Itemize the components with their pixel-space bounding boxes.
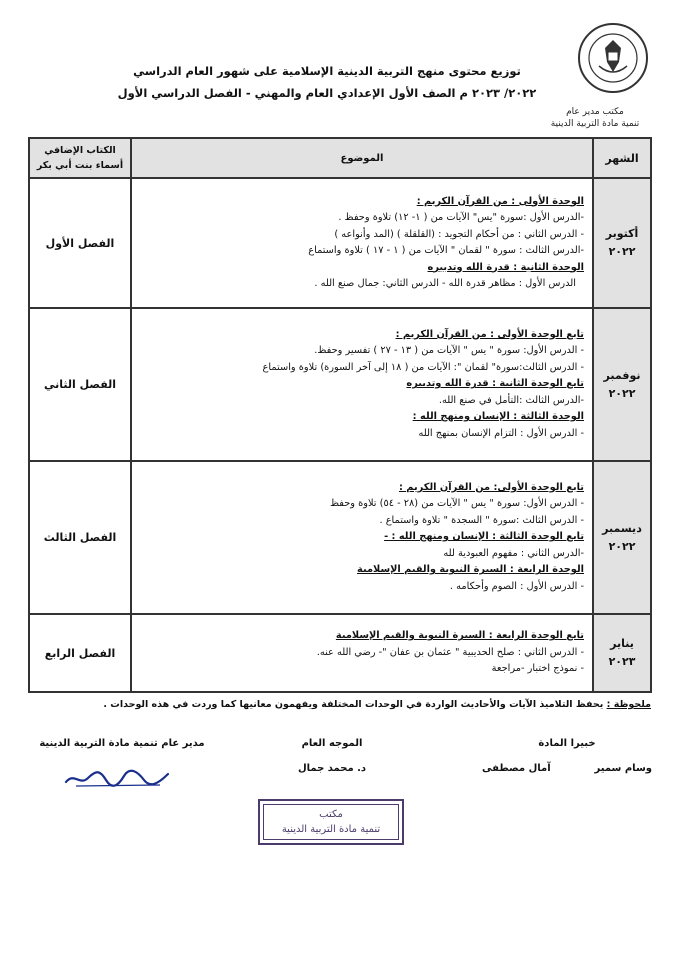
unit-heading: الوحدة الرابعة : السيرة النبوية والقيم الإسلامية — [357, 564, 584, 576]
lesson-line: -الدرس الثالث : سورة " لقمان " الآيات من ( ١ - ١٧ ) تلاوة واستماع — [308, 245, 584, 256]
expert-name: آمال مصطفى — [482, 763, 551, 774]
ministry-office-label — [535, 106, 655, 130]
topic-cell — [131, 308, 593, 461]
title-line-2: ٢٠٢٢/ ٢٠٢٣ م الصف الأول الإعدادي العام والمهني - الفصل الدراسي الأول — [117, 86, 537, 100]
ministry-seal-icon — [577, 22, 649, 94]
lesson-line: - الدرس الأول : الصوم وأحكامه . — [449, 580, 584, 592]
topic-cell — [131, 614, 593, 692]
unit-heading: الوحدة الأولى : من القرآن الكريم : — [416, 195, 584, 207]
month-cell — [593, 308, 651, 461]
month-year: ٢٠٢٢ — [608, 539, 636, 553]
month-name: ديسمبر — [602, 521, 642, 535]
table-row — [29, 308, 651, 461]
office-stamp — [258, 799, 404, 845]
lesson-line: - الدرس الأول: سورة " يس " الآيات من (٢٨ - ٥٤) تلاوة وحفظ — [329, 498, 584, 510]
month-year: ٢٠٢٢ — [608, 386, 636, 400]
month-cell — [593, 461, 651, 614]
unit-heading: تابع الوحدة الثانية : قدرة الله وتدبيره — [406, 378, 584, 390]
book-chapter-cell: الفصل الثاني — [29, 308, 131, 461]
topic-cell — [131, 178, 593, 308]
document-title — [87, 60, 567, 104]
curriculum-table — [28, 137, 652, 693]
experts-title: خبيرا المادة — [538, 738, 596, 749]
header-book-line-2: أسماء بنت أبي بكر — [36, 160, 124, 171]
handwritten-signature-icon — [62, 766, 172, 790]
book-chapter-cell: الفصل الثالث — [29, 461, 131, 614]
lesson-line: -الدرس الأول :سورة "يس" الآيات من ( ١- ١٢) تلاوة وحفظ . — [338, 212, 584, 223]
unit-heading: تابع الوحدة الثالثة : الإنسان ومنهج الله : - — [384, 531, 584, 543]
lesson-line: - الدرس الأول: سورة " يس " الآيات من ( ١٣ - ٢٧ ) تفسير وحفظ. — [314, 345, 584, 357]
lesson-line: - الدرس الأول : التزام الإنسان بمنهج الله — [418, 427, 584, 439]
footnote — [27, 698, 651, 712]
book-chapter-cell: الفصل الرابع — [29, 614, 131, 692]
table-row — [29, 178, 651, 308]
supervisor-name: د. محمد جمال — [297, 763, 367, 774]
stamp-line-2: تنمية مادة التربية الدينية — [281, 824, 381, 835]
unit-heading: تابع الوحدة الرابعة : السيرة النبوية والقيم الإسلامية — [335, 630, 584, 642]
title-line-1: توزيع محتوى منهج التربية الدينية الإسلامية على شهور العام الدراسي — [133, 64, 521, 78]
topic-cell — [131, 461, 593, 614]
footnote-text: يحفظ التلاميذ الآيات والأحاديث الواردة في الوحدات المختلفة ويفهمون معانيها كما وردت في هذه الوحدات . — [103, 699, 604, 710]
unit-heading: الوحدة الثالثة : الإنسان ومنهج الله : — [412, 411, 584, 423]
experts-names — [482, 763, 652, 774]
lesson-line: - الدرس الثاني : من أحكام التجويد : (القلقلة ) (المد وأنواعه ) — [334, 228, 584, 240]
supervisor-title: الموجه العام — [301, 738, 363, 749]
lesson-line: -الدرس الثالث :التأمل في صنع الله. — [438, 394, 584, 406]
month-year: ٢٠٢٣ — [608, 655, 636, 668]
month-name: أكتوبر — [605, 227, 639, 240]
lesson-line: - الدرس الثاني : صلح الحديبية " عثمان بن عفان "- رضي الله عنه. — [316, 646, 584, 658]
general-manager — [22, 738, 222, 749]
office-line-1: مكتب مدير عام — [566, 107, 624, 117]
office-line-2: تنمية مادة التربية الدينية — [550, 119, 640, 129]
month-year: ٢٠٢٢ — [608, 245, 636, 258]
lesson-line: -الدرس الثاني : مفهوم العبودية لله — [443, 547, 584, 559]
month-name: نوفمبر — [603, 368, 641, 382]
subject-experts — [482, 738, 652, 774]
month-name: يناير — [610, 637, 634, 650]
lesson-line: الدرس الأول : مظاهر قدرة الله - الدرس الثاني: جمال صنع الله . — [314, 278, 576, 289]
unit-heading: تابع الوحدة الأولى: من القرآن الكريم : — [398, 481, 584, 493]
expert-name: وسام سمير — [594, 763, 652, 774]
footnote-label: ملحوظة : — [606, 699, 651, 710]
stamp-line-1: مكتب — [319, 809, 343, 820]
lesson-line: - الدرس الثالث :سورة " السجدة " تلاوة واستماع . — [379, 514, 584, 526]
header-book-line-1: الكتاب الإضافي — [44, 145, 116, 156]
unit-heading: الوحدة الثانية : قدرة الله وتدبيره — [427, 261, 584, 273]
month-cell — [593, 178, 651, 308]
table-row — [29, 614, 651, 692]
table-header-row — [29, 138, 651, 178]
document-header — [0, 10, 679, 130]
header-month: الشهر — [593, 138, 651, 178]
lesson-line: - نموذج اختبار -مراجعة — [491, 663, 584, 675]
manager-title: مدير عام تنمية مادة التربية الدينية — [39, 738, 205, 749]
header-book — [29, 138, 131, 178]
table-row — [29, 461, 651, 614]
book-chapter-cell: الفصل الأول — [29, 178, 131, 308]
lesson-line: - الدرس الثالث:سورة" لقمان ": الآيات من ( ١٨ إلى آخر السورة) تلاوة واستماع — [262, 361, 584, 373]
header-topic: الموضوع — [131, 138, 593, 178]
general-supervisor — [272, 738, 392, 774]
month-cell — [593, 614, 651, 692]
unit-heading: تابع الوحدة الأولى : من القرآن الكريم : — [395, 328, 584, 340]
